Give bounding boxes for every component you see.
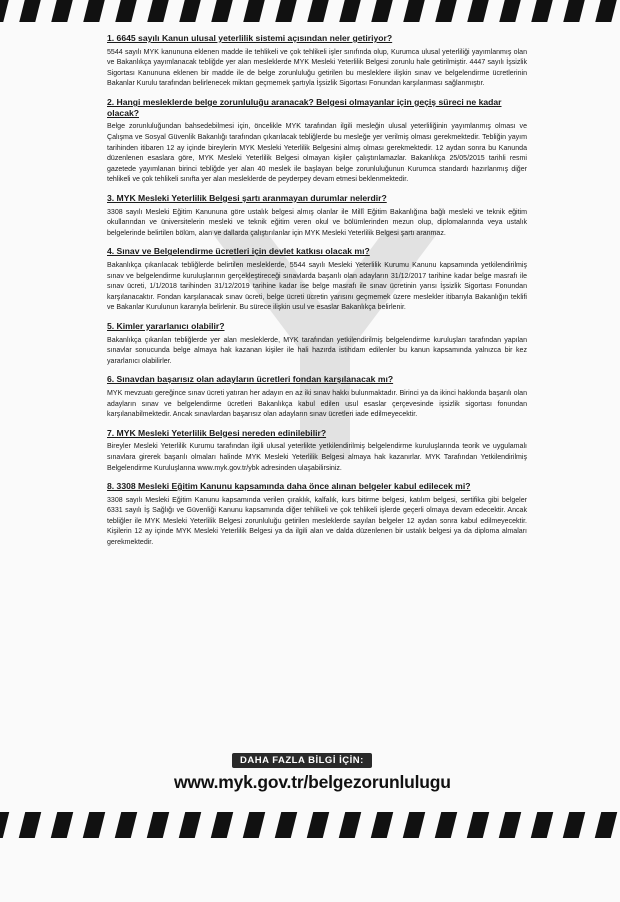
stripe xyxy=(211,0,232,22)
stripe xyxy=(307,812,329,838)
stripe xyxy=(307,0,328,22)
stripe xyxy=(403,812,425,838)
faq-answer: Bireyler Mesleki Yeterlilik Kurumu tarafından ilgili ulusal yeterlikte yetkilendirilmiş belgelendirme kuruluşlarında teorik ve uygulamalı sınavlara girerek başarılı olmaları halinde MYK Mesleki Yeterlilik Belgesi almaya hak kazanırlar. MYK Tarafından Yetkilendirilmiş Belgelendirme Kuruluşlarına www.myk.gov.tr/ybk adresinden ulaşabilirsiniz. xyxy=(107,443,527,472)
faq-section xyxy=(107,428,527,474)
faq-answer: MYK mevzuatı gereğince sınav ücreti yatıran her adayın en az iki sınav hakkı bulunmaktadır. Birinci ya da ikinci hakkında başarılı olan adayların sınav ve belgelendirme ücretleri Bakanlıkça kabul edilen usul esaslar çerçevesinde işsizlik sigortası fonundan karşılanabilmektedir. Ancak sınavlardan başarısız olan adayların sınav ücretleri iade edilmeyecektir. xyxy=(107,389,527,419)
stripe xyxy=(179,812,201,838)
stripe xyxy=(275,812,297,838)
stripe xyxy=(403,0,424,22)
faq-question: 2. Hangi mesleklerde belge zorunluluğu aranacak? Belgesi olmayanlar için geçiş süreci ne kadar olacak? xyxy=(107,96,502,118)
stripe xyxy=(115,812,137,838)
faq-answer: 5544 sayılı MYK kanununa eklenen madde ile tehlikeli ve çok tehlikeli işler sınıfında olup, Kurumca ulusal yeterliliği yayımlanmış olan ve Bakanlıkça yayımlanacak tebliğde yer alan mesleklerde MYK Mesleki Yeterlilik Belgesi zorunlu hale getirilmiştir. 4447 sayılı İşsizlik Sigortası Kanununa eklenen bir madde ile de belge zorunluluğu getirilen bu mesleklere ilişkin sınav ve belgelendirme ücretlerinin Bakanlar Kurulu tarafından belirlenecek miktarı geçmemek şartıyla İşsizlik Sigortası Fonundan karşılanması sağlanmıştır. xyxy=(107,48,527,88)
stripe xyxy=(0,812,9,838)
faq-section xyxy=(107,97,527,186)
stripe xyxy=(467,812,489,838)
faq-question: 4. Sınav ve Belgelendirme ücretleri için devlet katkısı olacak mı? xyxy=(107,246,370,257)
faq-section xyxy=(107,481,527,549)
stripe xyxy=(499,812,521,838)
stripe xyxy=(147,812,169,838)
faq-content xyxy=(107,33,527,556)
stripe xyxy=(499,0,520,22)
stripe xyxy=(563,812,585,838)
stripe xyxy=(243,812,265,838)
faq-answer: 3308 sayılı Mesleki Eğitim Kanununa göre ustalık belgesi almış olanlar ile Millî Eğitim Bakanlığına bağlı mesleki ve teknik eğitim okullarından ve üniversitelerin mesleki ve teknik eğitim veren okul ve bölümlerinden mezun olup, diplomalarında veya ustalık belgelerinde belirtilen bölüm, alan ve dallarda çalıştırılanlar için MYK Mesleki Yeterlilik Belgesi şartı aranmaz. xyxy=(107,208,527,237)
stripe xyxy=(563,0,584,22)
faq-answer: Bakanlıkça çıkarılan tebliğlerde yer alan mesleklerde, MYK tarafından yetkilendirilmiş belgelendirme kuruluşları tarafından yapılan sınavlar sonucunda belge almaya hak kazanan kişiler ile hali hazırda istihdam edilenler bu kanun kapsamında yalnızca bir kez yararlanıcı olabilirler. xyxy=(107,336,527,365)
stripe xyxy=(339,812,361,838)
stripe xyxy=(147,0,168,22)
stripe xyxy=(19,812,41,838)
stripe xyxy=(275,0,296,22)
stripe xyxy=(339,0,360,22)
top-stripe-border xyxy=(0,0,620,22)
faq-question: 1. 6645 sayılı Kanun ulusal yeterlilik sistemi açısından neler getiriyor? xyxy=(107,33,393,43)
stripe xyxy=(531,812,553,838)
stripe xyxy=(371,0,392,22)
stripe xyxy=(0,0,9,22)
faq-question: 5. Kimler yararlanıcı olabilir? xyxy=(107,320,225,331)
faq-section xyxy=(107,33,527,90)
stripe xyxy=(243,0,264,22)
faq-question: 6. Sınavdan başarısız olan adayların ücretleri fondan karşılanacak mı? xyxy=(107,374,394,385)
stripe xyxy=(83,0,104,22)
faq-section xyxy=(107,246,527,314)
stripe xyxy=(51,812,73,838)
faq-answer: Belge zorunluluğundan bahsedebilmesi için, öncelikle MYK tarafından ilgili mesleğin ulusal yeterliliğinin yayımlanmış olması ve Çalışma ve Sosyal Güvenlik Bakanlığı tarafından çıkarılacak tebliğlerde bu mesleğe yer verilmiş olması gerekmektedir. Tebliğin yayım tarihinden itibaren 12 ay içinde bireylerin MYK Mesleki Yeterlilik Belgesini almış olması gerekmektedir. 12 aydan sonra bu Kanunda düzenlenen esaslara göre, MYK Mesleki Yeterlilik Belgesi olmayan kişiler çalıştırılamazlar. Bakanlıkça 25/05/2015 tarihli resmi gazetede yayımlanan birinci tebliğde yer alan 40 meslek ile başlayan belge zorunluluğunun Kurumca standardı hazırlanmış diğer tehlikeli ve çok tehlikeli sınıfta yer alan mesleklerde de peyderpey devam etmesi beklenmektedir. xyxy=(107,123,527,184)
stripe xyxy=(595,0,616,22)
faq-question: 3. MYK Mesleki Yeterlilik Belgesi şartı aranmayan durumlar nelerdir? xyxy=(107,192,387,203)
stripe xyxy=(435,812,457,838)
faq-section xyxy=(107,321,527,367)
stripe xyxy=(115,0,136,22)
faq-question: 8. 3308 Mesleki Eğitim Kanunu kapsamında daha önce alınan belgeler kabul edilecek mi? xyxy=(107,481,471,492)
faq-answer: 3308 sayılı Mesleki Eğitim Kanunu kapsamında verilen çıraklık, kalfalık, kurs bitirme belgesi, katılım belgesi, sertifika gibi belgeler 6331 sayılı İş Sağlığı ve Güvenliği Kanunu kapsamında diğer tehlikeli ve çok tehlikeli işlerde geçerli olmaya devam edecektir. Ancak tebliğler ile MYK Mesleki Yeterlilik Belgesi zorunluluğu getirilen mesleklerde sayılan belgeler 12 aydan sonra kabul edilmeyecektir. Kişilerin 12 ay içinde MYK Mesleki Yeterlilik Belgesi ya da ilgili alan ve dalda düzenlenen bir ustalık belgesi ya da diploma almaları gerekmektedir. xyxy=(107,496,527,547)
stripe xyxy=(211,812,233,838)
faq-question: 7. MYK Mesleki Yeterlilik Belgesi nereden edinilebilir? xyxy=(107,427,327,438)
faq-section xyxy=(107,193,527,239)
faq-answer: Bakanlıkça çıkarılacak tebliğlerde belirtilen mesleklerde, 5544 sayılı Mesleki Yeterlilik Kurumu Kanunu kapsamında yetkilendirilmiş sınav ve belgelendirme kuruluşlarının gerçekleştireceği sınavlarda başarılı olan adayların 31/12/2017 tarihine kadar belge masrafı ile sınav ücreti, 1/1/2018 tarihinden 31/12/2019 tarihine kadar ise belge masrafı ile sınav ücretinin yarısı İşsizlik Sigortası Fonundan karşılanacaktır. Fondan karşılanacak sınav ücreti, belge ücreti ücretin yarısını geçmemek üzere meslekler itibarıyla Bakanlığın teklifi ve Bakanlar Kurulunun kararıyla belirlenir. Bu sürece ilişkin usul ve esaslar Bakanlıkça belirlenir. xyxy=(107,261,527,312)
stripe xyxy=(51,0,72,22)
more-info-badge: DAHA FAZLA BİLGİ İÇİN: xyxy=(232,753,372,768)
stripe xyxy=(83,812,105,838)
stripe xyxy=(435,0,456,22)
stripe xyxy=(595,812,617,838)
bottom-stripe-border xyxy=(0,812,620,838)
stripe xyxy=(19,0,40,22)
stripe xyxy=(531,0,552,22)
stripe xyxy=(467,0,488,22)
faq-section xyxy=(107,374,527,420)
stripe xyxy=(179,0,200,22)
footer-url-link[interactable]: www.myk.gov.tr/belgezorunlulugu xyxy=(174,772,451,792)
stripe xyxy=(371,812,393,838)
